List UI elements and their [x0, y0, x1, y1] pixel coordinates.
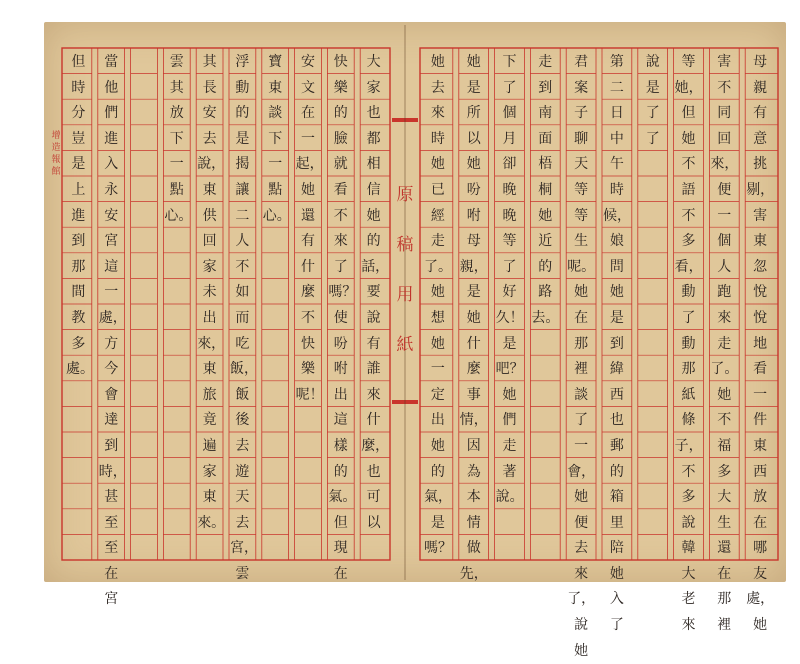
side-label: [50, 130, 62, 270]
manuscript-column: 害不同回來，便一個人跑來走了。她不福多大生還在那裡: [710, 54, 739, 634]
manuscript-column: 她去來時她已經走了。她想她一定出她的氣，是嗎？: [424, 54, 452, 557]
paper-title: [395, 170, 415, 370]
manuscript-column: 但時分豈是上進到那間教多處。: [66, 54, 94, 378]
manuscript-column: 雲其放下一點心。: [164, 54, 193, 224]
manuscript-column: 當他們進入永安宮這一處，方今會達到時，甚至至在宮: [98, 54, 127, 608]
title-char: 稿: [396, 235, 414, 255]
title-char: 紙: [396, 335, 414, 355]
manuscript-column: 浮動的是揭讓二人不如而吃飯，飯後去遊天去宮，雲: [230, 54, 258, 582]
manuscript-column: 第二日中午時候，娘問她是到緯西也郵的箱里陪她入了: [603, 54, 631, 634]
manuscript-column: 君案子聊天等等生呢。她在那裡談了一會，她便去來了，說她: [567, 54, 596, 659]
manuscript-column: 寶東談下一點心。: [262, 54, 291, 224]
manuscript-column: 快樂的臉就看不來了嗎？使吩咐出這樣的氣。但現在: [328, 54, 357, 582]
manuscript-column: 走到南面梧桐她近的路去。: [531, 54, 560, 326]
side-label-char: 增: [51, 131, 61, 141]
side-label-char: 報: [51, 155, 61, 165]
manuscript-column: 她是所以她吩咐母親，是她什麼事情，因為本情做先，: [459, 54, 488, 582]
manuscript-column: 安文在一起，她還有什麼不快樂呢！: [295, 54, 324, 403]
manuscript-column: 下了個月卻晚晚等了好久！是吧？她們走著說。: [495, 54, 524, 506]
manuscript-column: 等她，但她不語不多看，動了動那紙條子，不多說韓大老來: [674, 54, 703, 634]
side-label-char: 館: [51, 167, 61, 177]
manuscript-column: 其長安去說，東供回家未出來，東旅竟遍家東來。: [197, 54, 226, 531]
title-char: 原: [396, 185, 414, 205]
manuscript-column: 母親有意挑剔，害東忽悅悅地看一件東西放在哪友處，她: [746, 54, 775, 634]
side-label-char: 造: [51, 143, 61, 153]
manuscript-column: 大家也都相信她的話，要說有誰來什麼，也可以: [361, 54, 390, 531]
title-char: 用: [396, 285, 414, 305]
manuscript-column: 說是了了: [645, 54, 660, 147]
manuscript-column: [132, 50, 157, 558]
